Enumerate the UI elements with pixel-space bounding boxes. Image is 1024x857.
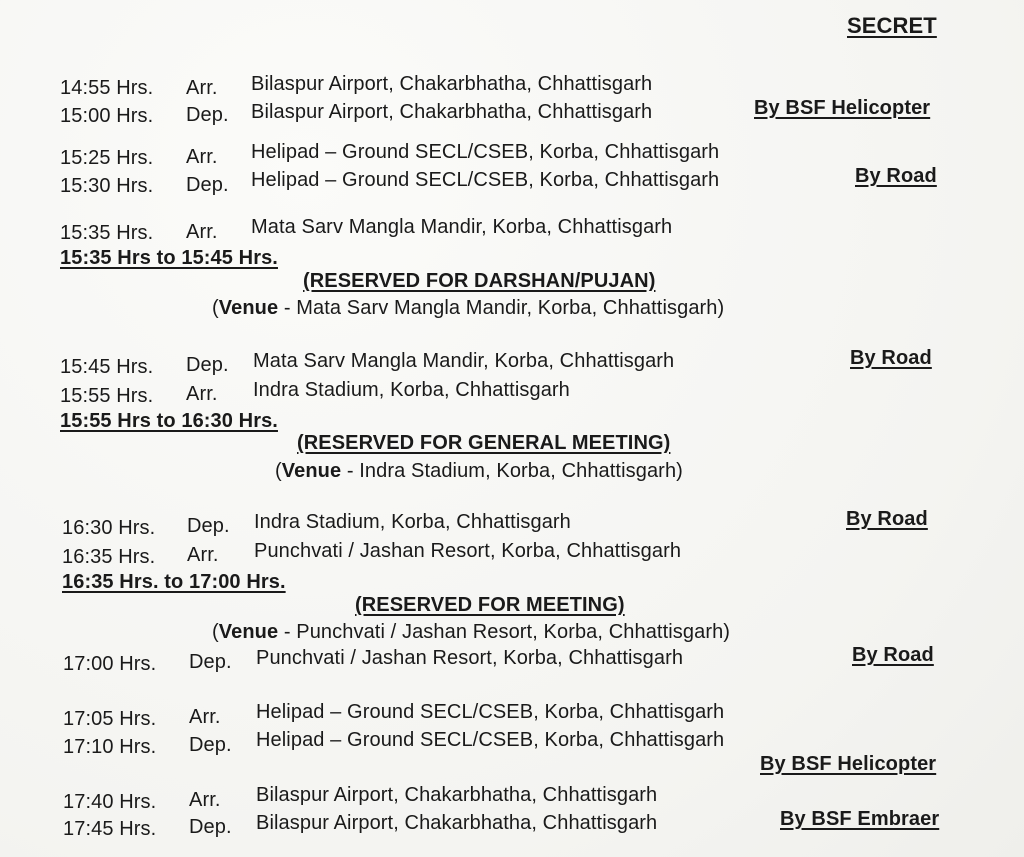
- time-range: 15:55 Hrs to 16:30 Hrs.: [60, 410, 278, 432]
- venue-line: [275, 459, 683, 483]
- reserved-label: (RESERVED FOR DARSHAN/PUJAN): [303, 270, 656, 292]
- row-place: Mata Sarv Mangla Mandir, Korba, Chhattisgarh: [251, 216, 673, 238]
- row-time: 15:55 Hrs.: [60, 385, 154, 407]
- reserved-label: (RESERVED FOR GENERAL MEETING): [297, 432, 671, 454]
- row-time: 15:25 Hrs.: [60, 147, 154, 169]
- row-time: 16:30 Hrs.: [62, 517, 156, 539]
- venue-line: [212, 620, 730, 644]
- row-kind: Dep.: [189, 816, 232, 838]
- row-place: Helipad – Ground SECL/CSEB, Korba, Chhattisgarh: [251, 141, 720, 163]
- time-range: 15:35 Hrs to 15:45 Hrs.: [60, 247, 278, 269]
- row-time: 16:35 Hrs.: [62, 546, 156, 568]
- travel-mode: By Road: [852, 644, 934, 666]
- row-time: 15:35 Hrs.: [60, 222, 154, 244]
- row-kind: Arr.: [187, 544, 219, 566]
- travel-mode: By BSF Embraer: [780, 808, 940, 830]
- row-kind: Dep.: [186, 174, 229, 196]
- row-kind: Arr.: [186, 221, 218, 243]
- row-time: 17:10 Hrs.: [63, 736, 157, 758]
- row-kind: Arr.: [186, 146, 218, 168]
- venue-text: - Punchvati / Jashan Resort, Korba, Chhattisgarh): [278, 621, 731, 643]
- row-kind: Dep.: [187, 515, 230, 537]
- row-place: Indra Stadium, Korba, Chhattisgarh: [254, 511, 571, 533]
- travel-mode: By BSF Helicopter: [754, 97, 931, 119]
- row-kind: Arr.: [189, 706, 221, 728]
- row-kind: Dep.: [186, 104, 229, 126]
- row-time: 15:45 Hrs.: [60, 356, 154, 378]
- row-kind: Dep.: [189, 734, 232, 756]
- row-place: Indra Stadium, Korba, Chhattisgarh: [253, 379, 570, 401]
- row-time: 17:40 Hrs.: [63, 791, 157, 813]
- venue-line: [212, 296, 724, 320]
- row-place: Bilaspur Airport, Chakarbhatha, Chhattisgarh: [251, 73, 653, 95]
- row-place: Bilaspur Airport, Chakarbhatha, Chhattisgarh: [251, 101, 653, 123]
- row-kind: Arr.: [189, 789, 221, 811]
- travel-mode: By Road: [850, 347, 932, 369]
- row-kind: Arr.: [186, 77, 218, 99]
- row-place: Mata Sarv Mangla Mandir, Korba, Chhattisgarh: [253, 350, 675, 372]
- row-kind: Dep.: [186, 354, 229, 376]
- row-time: 17:00 Hrs.: [63, 653, 157, 675]
- travel-mode: By Road: [855, 165, 937, 187]
- venue-open: (: [275, 460, 282, 482]
- classification-label: SECRET: [847, 13, 937, 38]
- venue-label: Venue: [218, 621, 279, 643]
- row-place: Helipad – Ground SECL/CSEB, Korba, Chhattisgarh: [256, 701, 725, 723]
- row-place: Punchvati / Jashan Resort, Korba, Chhattisgarh: [256, 647, 684, 669]
- travel-mode: By BSF Helicopter: [760, 753, 937, 775]
- row-time: 14:55 Hrs.: [60, 77, 154, 99]
- venue-text: - Mata Sarv Mangla Mandir, Korba, Chhattisgarh): [278, 297, 725, 319]
- row-place: Helipad – Ground SECL/CSEB, Korba, Chhattisgarh: [251, 169, 720, 191]
- travel-mode: By Road: [846, 508, 928, 530]
- venue-open: (: [212, 297, 219, 319]
- row-time: 17:05 Hrs.: [63, 708, 157, 730]
- time-range: 16:35 Hrs. to 17:00 Hrs.: [62, 571, 286, 593]
- row-time: 17:45 Hrs.: [63, 818, 157, 840]
- venue-text: - Indra Stadium, Korba, Chhattisgarh): [341, 460, 683, 482]
- row-place: Punchvati / Jashan Resort, Korba, Chhattisgarh: [254, 540, 682, 562]
- row-place: Bilaspur Airport, Chakarbhatha, Chhattisgarh: [256, 784, 658, 806]
- row-place: Helipad – Ground SECL/CSEB, Korba, Chhattisgarh: [256, 729, 725, 751]
- row-time: 15:00 Hrs.: [60, 105, 154, 127]
- venue-label: Venue: [281, 460, 342, 482]
- venue-open: (: [212, 621, 219, 643]
- venue-label: Venue: [218, 297, 279, 319]
- row-place: Bilaspur Airport, Chakarbhatha, Chhattisgarh: [256, 812, 658, 834]
- row-kind: Dep.: [189, 651, 232, 673]
- row-kind: Arr.: [186, 383, 218, 405]
- reserved-label: (RESERVED FOR MEETING): [355, 594, 625, 616]
- row-time: 15:30 Hrs.: [60, 175, 154, 197]
